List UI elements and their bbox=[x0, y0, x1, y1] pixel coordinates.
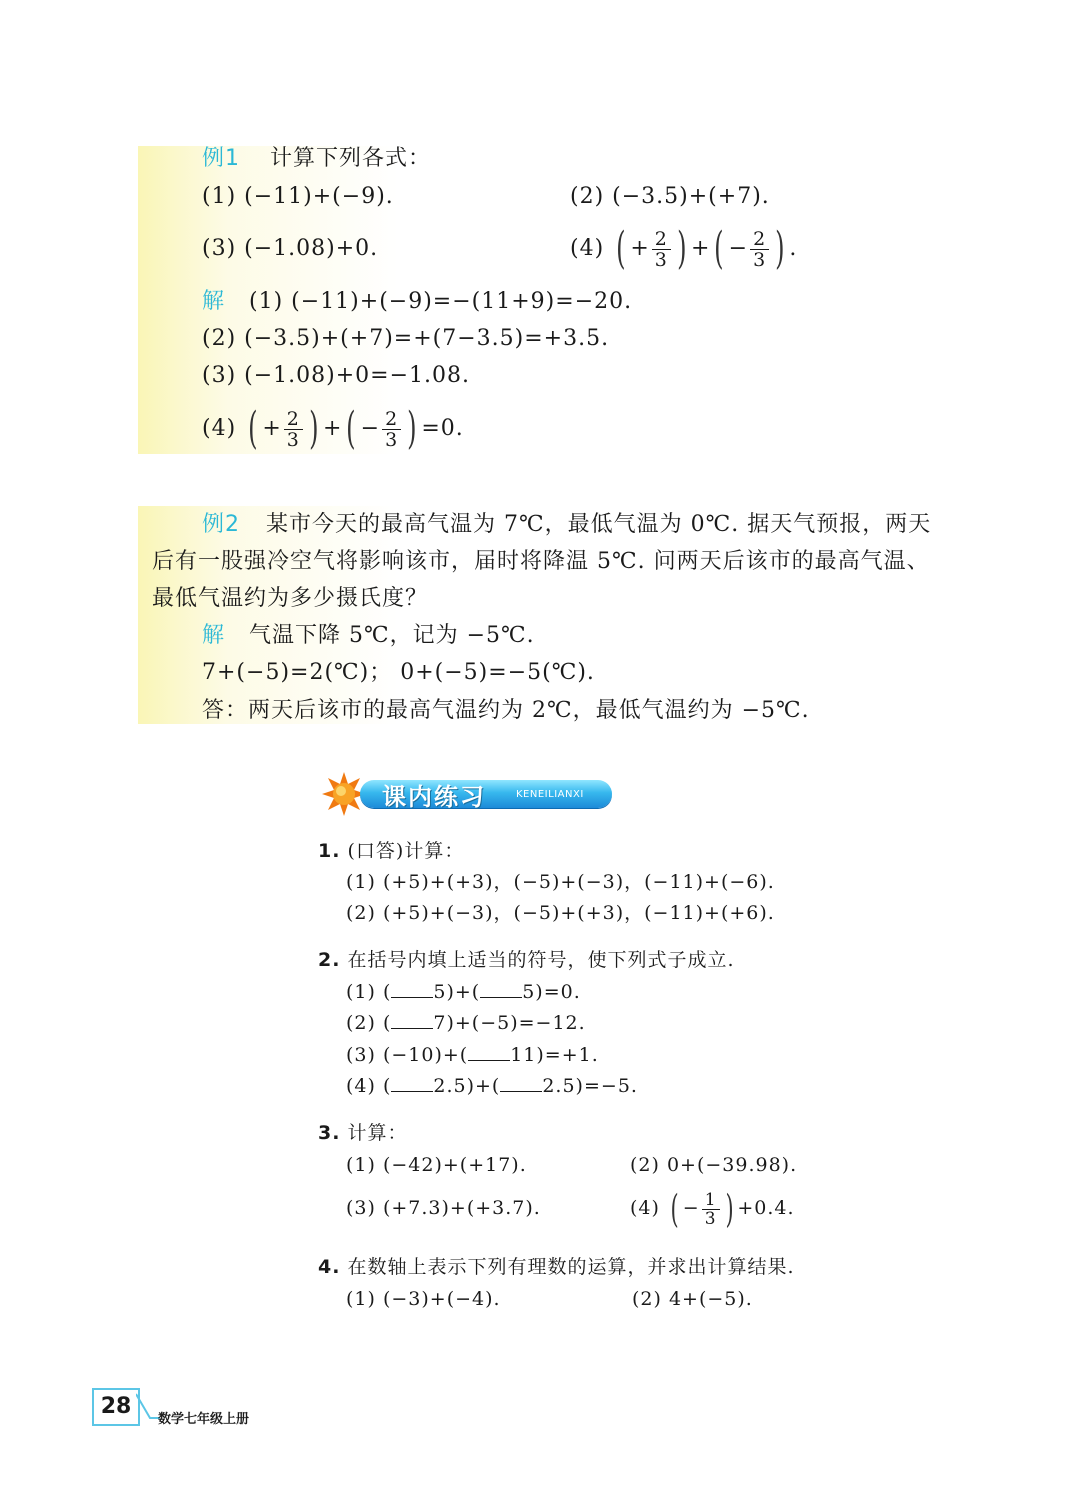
exercise-2-part-2: (2) ( 7)+(−5)=−12. bbox=[346, 1012, 586, 1034]
example2-text-1: 例2 某市今天的最高气温为 7℃，最低气温为 0℃. 据天气预报，两天 bbox=[202, 512, 932, 537]
fraction: $\frac{2}{3}$ bbox=[284, 409, 303, 450]
example1-problem-3: (3) (−1.08)+0. bbox=[202, 236, 379, 261]
exercise-2-part-3: (3) (−10)+( 11)=+1. bbox=[346, 1044, 599, 1066]
example1-heading bbox=[202, 144, 431, 174]
left-paren: ( bbox=[616, 223, 627, 274]
example2-solution-2: 7+(−5)=2(℃)； 0+(−5)=−5(℃). bbox=[202, 660, 595, 685]
exercise-4-heading: 4. 在数轴上表示下列有理数的运算，并求出计算结果. bbox=[318, 1256, 795, 1278]
exercise-2-heading: 2. 在括号内填上适当的符号，使下列式子成立. bbox=[318, 949, 735, 971]
solution-label: 解 bbox=[202, 623, 226, 648]
banner-title: 课内练习 bbox=[382, 783, 486, 811]
banner-subtitle: KENEILIANXI bbox=[516, 789, 584, 800]
exercise-3-part-4: (4) ( − $\frac{1}{3}$ ) +0.4. bbox=[630, 1187, 795, 1231]
example1-problem-4: (4) ( + $\frac{2}{3}$ ) +( − $\frac{2}{3}$ ) . bbox=[570, 223, 798, 274]
exercise-3-heading: 3. 计算： bbox=[318, 1122, 408, 1144]
example1-solution-1: 解 (1) (−11)+(−9)=−(11+9)=−20. bbox=[202, 289, 633, 314]
exercise-4-part-2: (2) 4+(−5). bbox=[632, 1288, 753, 1310]
example2-label: 例2 bbox=[202, 512, 240, 537]
fraction: $\frac{2}{3}$ bbox=[750, 229, 769, 270]
answer-blank[interactable] bbox=[391, 979, 433, 998]
book-title: 数学七年级上册 bbox=[158, 1412, 250, 1427]
example1-problem-4-prefix: (4) bbox=[570, 236, 605, 261]
exercise-3-part-3: (3) (+7.3)+(+3.7). bbox=[346, 1197, 541, 1219]
example1-solution-2: (2) (−3.5)+(+7)=+(7−3.5)=+3.5. bbox=[202, 326, 610, 351]
example1-prompt: 计算下列各式： bbox=[270, 146, 432, 171]
page-number: 28 bbox=[92, 1388, 140, 1426]
example2-text-3: 最低气温约为多少摄氏度？ bbox=[152, 586, 429, 611]
exercise-1-heading: 1. (口答)计算： bbox=[318, 840, 465, 862]
exercise-3-part-2: (2) 0+(−39.98). bbox=[630, 1154, 798, 1176]
exercise-2-part-1: (1) ( 5)+( 5)=0. bbox=[346, 981, 581, 1003]
example2-solution-3: 答：两天后该市的最高气温约为 2℃，最低气温约为 −5℃. bbox=[202, 698, 810, 723]
example2-solution-1: 解 气温下降 5℃，记为 −5℃. bbox=[202, 623, 535, 648]
left-paren: ( bbox=[714, 223, 725, 274]
answer-blank[interactable] bbox=[468, 1042, 510, 1061]
right-paren: ) bbox=[676, 223, 687, 274]
answer-blank[interactable] bbox=[391, 1010, 433, 1029]
example1-solution-4: (4) ( + $\frac{2}{3}$ ) +( − $\frac{2}{3}$ ) =0. bbox=[202, 403, 464, 454]
example1-problem-1: (1) (−11)+(−9). bbox=[202, 184, 394, 209]
exercise-2-part-4: (4) ( 2.5)+( 2.5)=−5. bbox=[346, 1075, 638, 1097]
practice-banner bbox=[360, 780, 612, 811]
exercise-1-part-2: (2) (+5)+(−3)，(−5)+(+3)，(−11)+(+6). bbox=[346, 902, 775, 924]
example1-solution-3: (3) (−1.08)+0=−1.08. bbox=[202, 363, 471, 388]
answer-blank[interactable] bbox=[480, 979, 522, 998]
fraction: $\frac{2}{3}$ bbox=[382, 409, 401, 450]
example2-text-2: 后有一股强冷空气将影响该市，届时将降温 5℃. 问两天后该市的最高气温、 bbox=[152, 549, 930, 574]
example1-problem-2: (2) (−3.5)+(+7). bbox=[570, 184, 770, 209]
exercise-3-part-1: (1) (−42)+(+17). bbox=[346, 1154, 527, 1176]
answer-blank[interactable] bbox=[391, 1073, 433, 1092]
fraction: $\frac{2}{3}$ bbox=[652, 229, 671, 270]
solution-label: 解 bbox=[202, 289, 226, 314]
exercise-1-part-1: (1) (+5)+(+3)，(−5)+(−3)，(−11)+(−6). bbox=[346, 871, 775, 893]
exercise-4-part-1: (1) (−3)+(−4). bbox=[346, 1288, 501, 1310]
fraction: $\frac{1}{3}$ bbox=[702, 1191, 720, 1228]
right-paren: ) bbox=[775, 223, 786, 274]
answer-blank[interactable] bbox=[500, 1073, 542, 1092]
example1-label: 例1 bbox=[202, 146, 240, 171]
